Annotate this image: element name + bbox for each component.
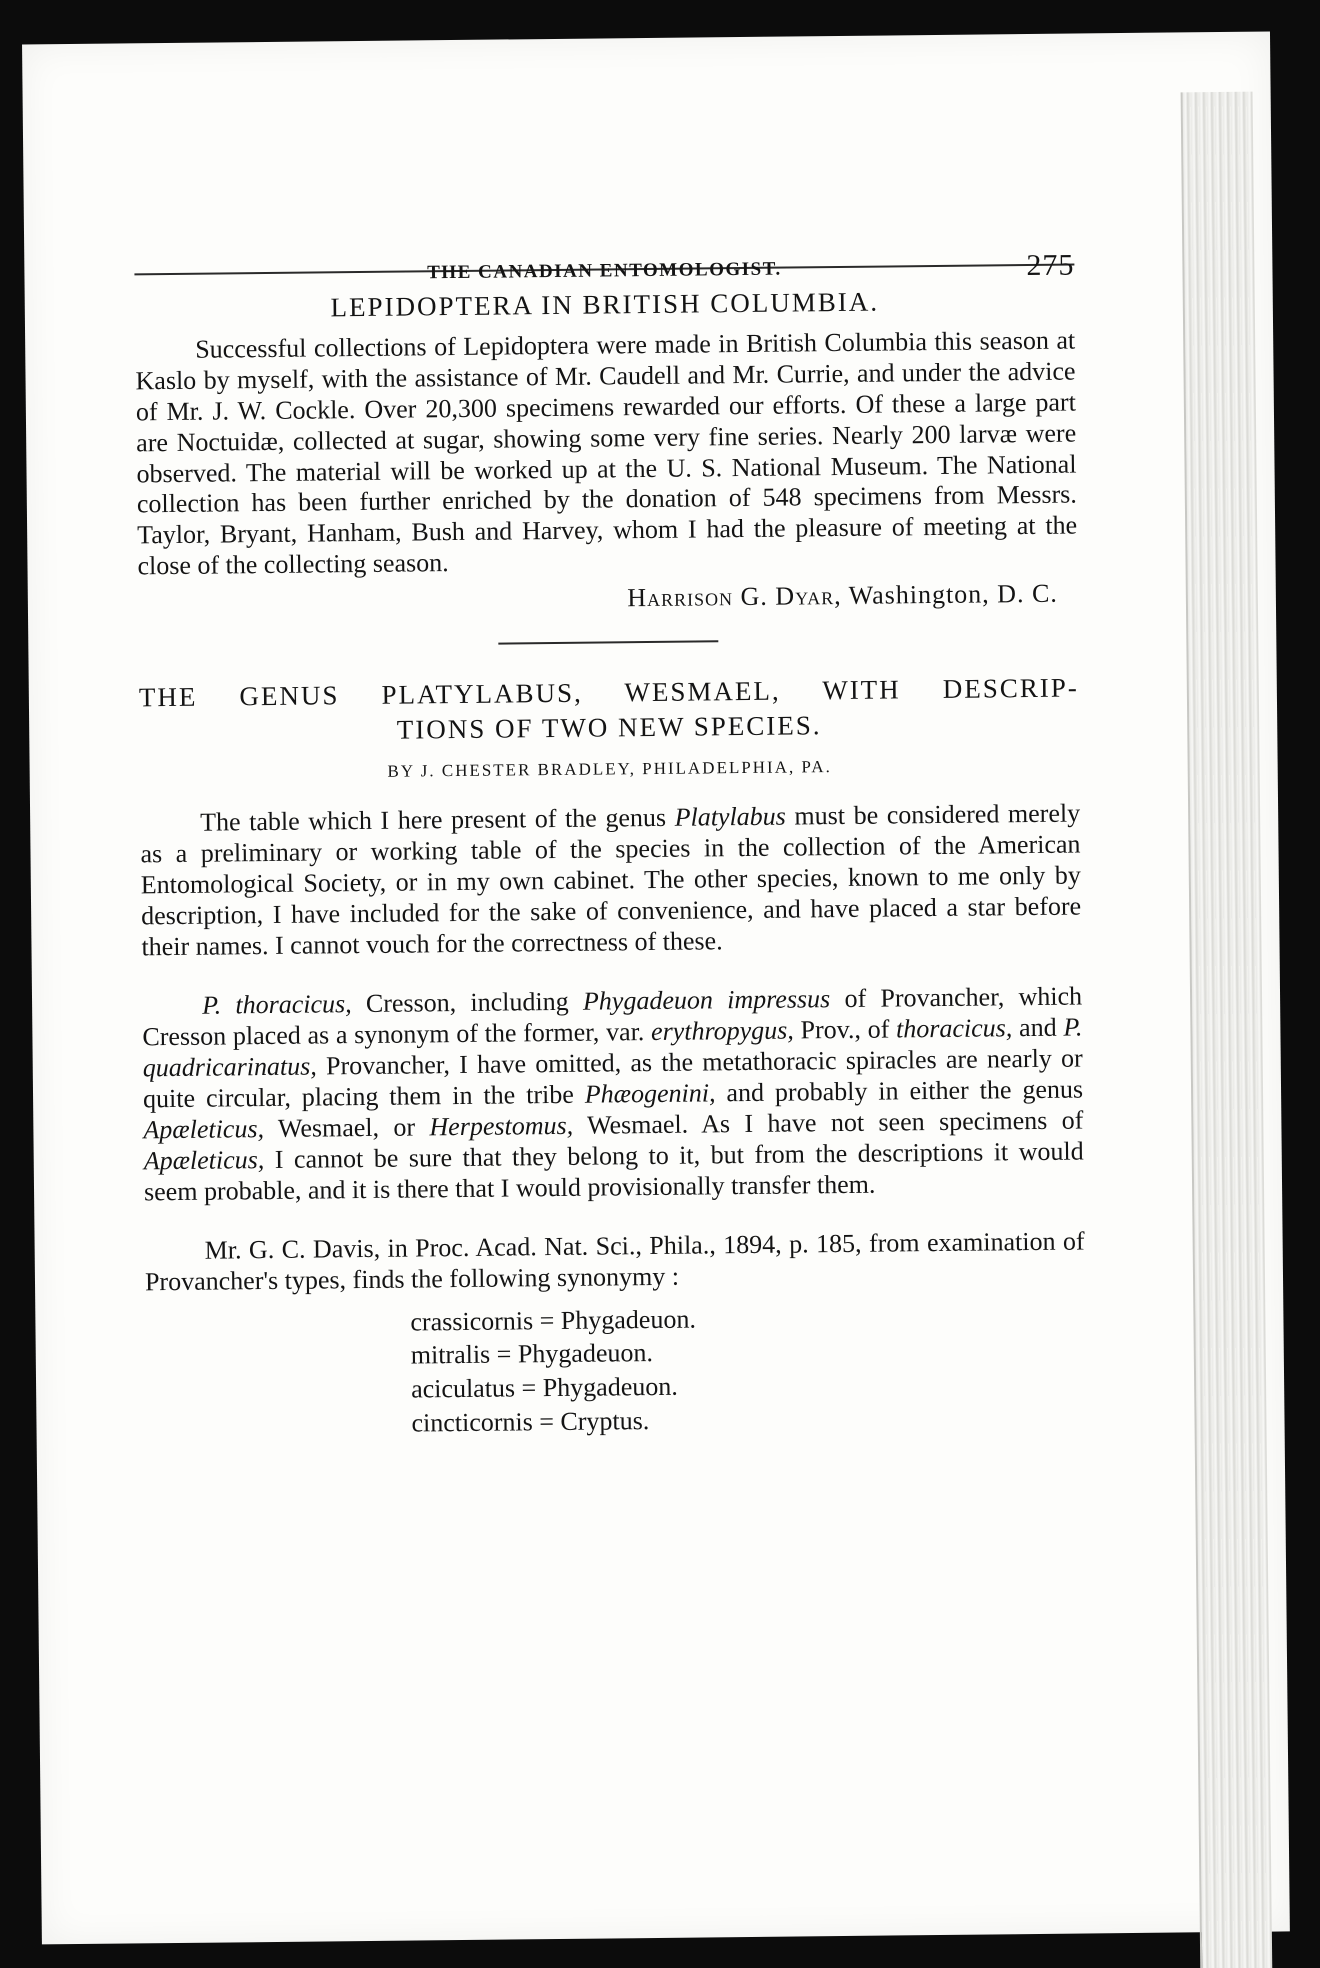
p2-seg-4: of Provancher, which Cresson placed as a synonym of the former, var.	[142, 981, 1083, 1052]
section-separator	[498, 641, 718, 645]
article-2-title-line-2: TIONS OF TWO NEW SPECIES.	[396, 710, 822, 745]
p1-text-b: must be considered merely as a preliminary or working table of the species in the collection of the American Entomological Society, or in my own cabinet. The other species, known to me only by description, I have included for the sake of convenience, and have placed a star before their names. I cannot vouch for the correctness of these.	[140, 798, 1082, 962]
book-page	[22, 31, 1290, 1944]
p2-seg-2: Cresson, including	[351, 986, 584, 1019]
synonymy-list	[410, 1298, 1086, 1440]
synonym-row: cincticornis = Cryptus.	[411, 1405, 650, 1438]
article-1-author-name: Harrison G. Dyar	[627, 581, 835, 613]
article-2-title-line-1: THE GENUS PLATYLABUS, WESMAEL, WITH DESCRIP-	[138, 672, 1079, 713]
page-number: 275	[1026, 248, 1075, 283]
p2-seg-6: Prov., of	[793, 1014, 897, 1045]
article-2-paragraph-2	[142, 982, 1084, 1208]
p2-seg-1: P. thoracicus,	[201, 989, 352, 1020]
p2-seg-15: Herpestomus,	[429, 1110, 574, 1142]
article-1-body: Successful collections of Lepidoptera were made in British Columbia this season at Kaslo by myself, with the assistance of Mr. Caudell and Mr. Currie, and under the advice of Mr. J. W. Cockle. Over 20,300 specimens rewarded our efforts. Of these a large part are Noctuidæ, collected at sugar, showing some very fine series. Nearly 200 larvæ were observed. The material will be worked up at the U. S. National Museum. The National collection has been further enriched by the donation of 548 specimens from Messrs. Taylor, Bryant, Hanham, Bush and Harvey, whom I had the pleasure of meeting at the close of the collecting season.	[135, 325, 1078, 581]
article-2-title	[139, 671, 1080, 751]
article-1-title: LEPIDOPTERA IN BRITISH COLUMBIA.	[330, 286, 880, 323]
synonym-row: crassicornis = Phygadeuon.	[410, 1304, 697, 1337]
p2-seg-9: P. quadricarinatus,	[142, 1012, 1083, 1083]
synonym-row: mitralis = Phygadeuon.	[410, 1338, 654, 1370]
p2-seg-18: I cannot be sure that they belong to it, but from the descriptions it would seem probable, and it is there that I would provisionally transfer them.	[143, 1136, 1084, 1207]
p2-seg-16: Wesmael. As I have not seen specimens of	[572, 1105, 1084, 1140]
p2-seg-3: Phygadeuon impressus	[582, 984, 831, 1016]
running-head	[134, 214, 1075, 284]
p2-seg-8: and	[1012, 1012, 1064, 1043]
p2-seg-10: Provancher, I have omitted, as the metathoracic spiracles are nearly or quite circular, placing them in the tribe	[142, 1043, 1083, 1114]
p2-seg-17: Apæleticus,	[143, 1144, 265, 1176]
journal-title: THE CANADIAN ENTOMOLOGIST.	[427, 258, 782, 284]
p2-seg-11: Phæogenini,	[584, 1078, 716, 1109]
page-content	[134, 214, 1087, 1444]
article-1-author-place: , Washington, D. C.	[833, 578, 1058, 611]
article-2-byline: BY J. CHESTER BRADLEY, PHILADELPHIA, PA.	[387, 757, 832, 782]
p2-seg-13: Apæleticus,	[143, 1113, 265, 1145]
article-2-paragraph-1	[140, 799, 1082, 964]
article-2-paragraph-3: Mr. G. C. Davis, in Proc. Acad. Nat. Sci., Phila., 1894, p. 185, from examination of Provancher's types, finds the following synonymy :	[144, 1226, 1085, 1296]
p2-seg-5: erythropygus,	[650, 1015, 794, 1047]
page-edge-shadow	[1181, 92, 1273, 1968]
p2-seg-12: and probably in either the genus	[715, 1074, 1084, 1108]
p2-seg-7: thoracicus,	[895, 1013, 1013, 1044]
p1-genus-name: Platylabus	[674, 802, 786, 833]
p2-seg-14: Wesmael, or	[263, 1112, 430, 1143]
p1-text-a: The table which I here present of the genus	[200, 803, 675, 838]
synonym-row: aciculatus = Phygadeuon.	[410, 1371, 678, 1404]
article-1-signature	[138, 579, 1058, 619]
